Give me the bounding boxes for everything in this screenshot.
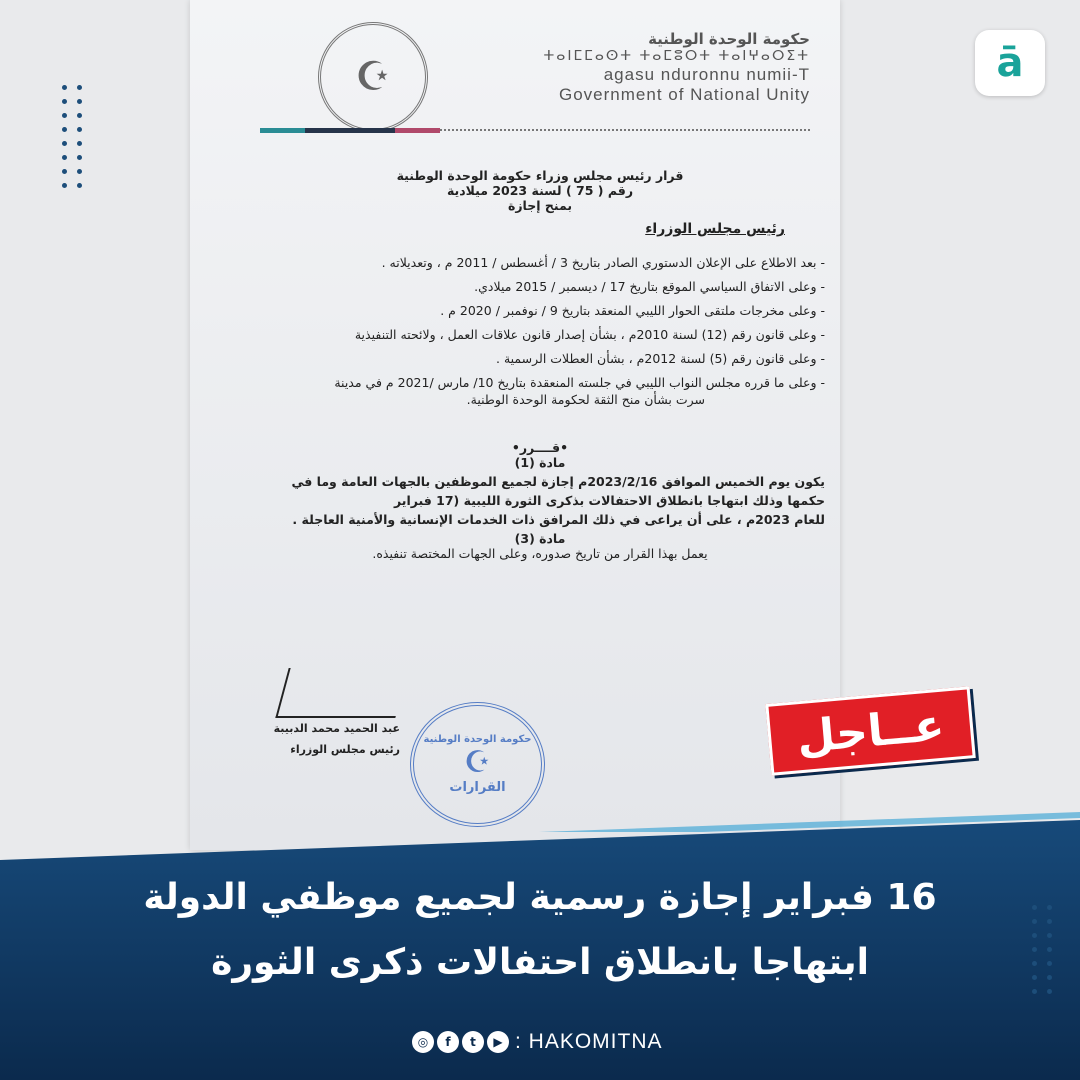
signatory	[240, 722, 400, 756]
letterhead-tifinagh: ⵜⴰⵏⵎⵎⴰⵙⵜ ⵜⴰⵎⵓⵔⵜ ⵜⴰⵏⵖⴰⵔⵉⵜ	[543, 48, 810, 64]
decided-heading: •قــــرر•	[511, 440, 569, 455]
article3-text: يعمل بهذا القرار من تاريخ صدوره، وعلى الجهات المختصة تنفيذه.	[372, 546, 708, 561]
crescent-icon: ☪	[464, 745, 491, 780]
article3-title: مادة (3)	[514, 531, 566, 546]
preamble-line: - وعلى قانون رقم (12) لسنة 2010م ، بشأن إصدار قانون علاقات العمل ، ولائحته التنفيذية	[354, 327, 825, 342]
urgent-badge: عــاجل	[765, 686, 975, 776]
letterhead-ar: حكومة الوحدة الوطنية	[648, 30, 810, 48]
brand-logo-icon: ā	[975, 30, 1045, 96]
signatory-name: عبد الحميد محمد الدبيبة	[273, 722, 400, 735]
article1-line: للعام 2023م ، على أن يراعى في ذلك المرافق ذات الخدمات الإنسانية والأمنية العاجلة .	[292, 512, 825, 527]
preamble-line: - وعلى قانون رقم (5) لسنة 2012م ، بشأن العطلات الرسمية .	[496, 351, 825, 366]
decor-dots-left	[62, 85, 83, 188]
decree-preamble	[255, 255, 825, 416]
letterhead	[544, 30, 810, 106]
preamble-line: - وعلى الاتفاق السياسي الموقع بتاريخ 17 / ديسمبر / 2015 ميلادي.	[474, 279, 825, 294]
article1-title: مادة (1)	[514, 455, 566, 470]
instagram-icon[interactable]: ◎	[412, 1031, 434, 1053]
signature	[275, 668, 408, 718]
decree-title: قرار رئيس مجلس وزراء حكومة الوحدة الوطنية	[396, 168, 684, 183]
social-handle: : HAKOMITNA	[515, 1030, 663, 1053]
twitter-icon[interactable]: t	[462, 1031, 484, 1053]
preamble-line: - بعد الاطلاع على الإعلان الدستوري الصادر بتاريخ 3 / أغسطس / 2011 م ، وتعديلاته .	[381, 255, 825, 270]
decree-authority: رئيس مجلس الوزراء	[645, 221, 785, 237]
stamp-bottom-text: القرارات	[449, 780, 506, 795]
preamble-line: - وعلى مخرجات ملتقى الحوار الليبي المنعقد بتاريخ 9 / نوفمبر / 2020 م .	[440, 303, 825, 318]
facebook-icon[interactable]: f	[437, 1031, 459, 1053]
headline-line-1: 16 فبراير إجازة رسمية لجميع موظفي الدولة	[143, 877, 937, 918]
decree-articles	[255, 440, 825, 561]
decree-number: رقم ( 75 ) لسنة 2023 ميلادية	[446, 183, 634, 198]
article1-line: يكون يوم الخميس الموافق 2023/2/16م إجازة لجميع الموظفين بالجهات العامة وما في	[291, 474, 825, 489]
headline-line-2: ابتهاجا بانطلاق احتفالات ذكرى الثورة	[211, 942, 869, 983]
signatory-title: رئيس مجلس الوزراء	[290, 743, 400, 756]
letterhead-en: Government of National Unity	[559, 85, 810, 105]
libya-seal-icon: ☪	[318, 22, 428, 132]
social-links	[412, 1030, 663, 1054]
stamp-top-text: حكومة الوحدة الوطنية	[423, 734, 532, 745]
official-stamp	[410, 702, 545, 827]
preamble-line: - وعلى ما قرره مجلس النواب الليبي في جلسته المنعقدة بتاريخ 10/ مارس /2021 م في مدينة	[334, 375, 825, 390]
preamble-line: سرت بشأن منح الثقة لحكومة الوحدة الوطنية.	[466, 392, 705, 407]
letterhead-bar	[260, 128, 810, 133]
decor-dots-right	[1032, 905, 1053, 994]
decree-header	[255, 168, 825, 237]
youtube-icon[interactable]: ▶	[487, 1031, 509, 1053]
decree-subject: بمنح إجازة	[507, 198, 573, 213]
letterhead-amazigh: agasu nduronnu numii-T	[603, 64, 810, 84]
article1-line: حكمها وذلك ابتهاجا بانطلاق الاحتفالات بذكرى الثورة الليبية (17 فبراير	[393, 493, 825, 508]
